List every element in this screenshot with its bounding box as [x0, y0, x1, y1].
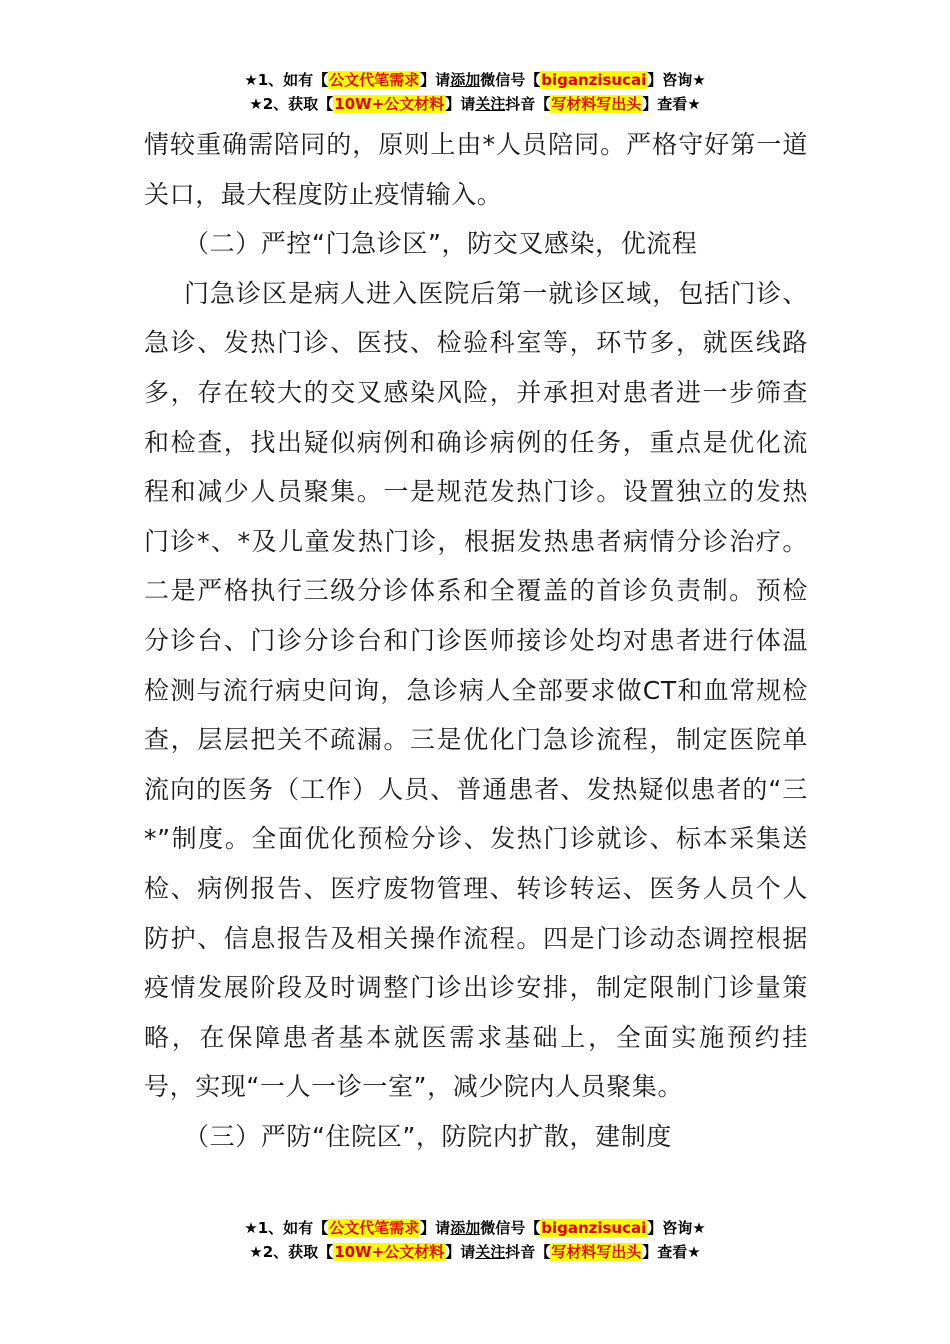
banner-highlight: 公文代笔需求	[329, 71, 420, 89]
banner-emphasis: 关注	[475, 1243, 506, 1261]
douyin-id-highlight: 写材料写出头	[551, 95, 642, 113]
banner-text: ★1、如有【	[244, 71, 329, 89]
footer-line-2	[0, 1240, 950, 1264]
douyin-id-highlight: 写材料写出头	[551, 1243, 642, 1261]
section-heading-3: （三）严防“住院区”，防院内扩散，建制度	[184, 1121, 672, 1151]
banner-text: 】查看★	[642, 95, 701, 113]
wechat-id-highlight: biganzisucai	[541, 1219, 647, 1237]
banner-text: 】请	[420, 71, 451, 89]
wechat-id-highlight: biganzisucai	[541, 71, 647, 89]
banner-emphasis: 添加	[450, 71, 481, 89]
document-body	[144, 120, 808, 1161]
banner-text: ★2、获取【	[249, 1243, 334, 1261]
banner-text: 】请	[420, 1219, 451, 1237]
banner-emphasis: 添加	[450, 1219, 481, 1237]
footer-banner	[0, 1216, 950, 1264]
banner-text: ★2、获取【	[249, 95, 334, 113]
footer-line-1	[0, 1216, 950, 1240]
banner-text: 】请	[445, 1243, 476, 1261]
paragraph-outpatient: 门急诊区是病人进入医院后第一就诊区域，包括门诊、急诊、发热门诊、医技、检验科室等，环节多，就医线路多，存在较大的交叉感染风险，并承担对患者进一步筛查和检查，找出疑似病例和确诊病例的任务，重点是优化流程和减少人员聚集。一是规范发热门诊。设置独立的发热门诊*、*及儿童发热门诊，根据发热患者病情分诊治疗。二是严格执行三级分诊体系和全覆盖的首诊负责制。预检分诊台、门诊分诊台和门诊医师接诊处均对患者进行体温检测与流行病史问询，急诊病人全部要求做CT和血常规检查，层层把关不疏漏。三是优化门急诊流程，制定医院单流向的医务（工作）人员、普通患者、发热疑似患者的“三*”制度。全面优化预检分诊、发热门诊就诊、标本采集送检、病例报告、医疗废物管理、转诊转运、医务人员个人防护、信息报告及相关操作流程。四是门诊动态调控根据疫情发展阶段及时调整门诊出诊安排，制定限制门诊量策略，在保障患者基本就医需求基础上，全面实施预约挂号，实现“一人一诊一室”，减少院内人员聚集。	[144, 278, 808, 1102]
banner-highlight: 10W+公文材料	[334, 1243, 445, 1261]
banner-text: 抖音【	[505, 95, 551, 113]
header-line-2	[0, 92, 950, 116]
banner-emphasis: 关注	[475, 95, 506, 113]
banner-text: 】查看★	[642, 1243, 701, 1261]
banner-text: ★1、如有【	[244, 1219, 329, 1237]
banner-text: 】咨询★	[647, 71, 706, 89]
banner-text: 抖音【	[505, 1243, 551, 1261]
header-line-1	[0, 68, 950, 92]
section-heading-2: （二）严控“门急诊区”，防交叉感染，优流程	[184, 229, 698, 259]
banner-text: 微信号【	[480, 1219, 541, 1237]
banner-highlight: 公文代笔需求	[329, 1219, 420, 1237]
banner-highlight: 10W+公文材料	[334, 95, 445, 113]
paragraph-continued: 情较重确需陪同的，原则上由*人员陪同。严格守好第一道关口，最大程度防止疫情输入。	[144, 130, 808, 209]
banner-text: 】咨询★	[647, 1219, 706, 1237]
header-banner	[0, 68, 950, 116]
banner-text: 微信号【	[480, 71, 541, 89]
banner-text: 】请	[445, 95, 476, 113]
